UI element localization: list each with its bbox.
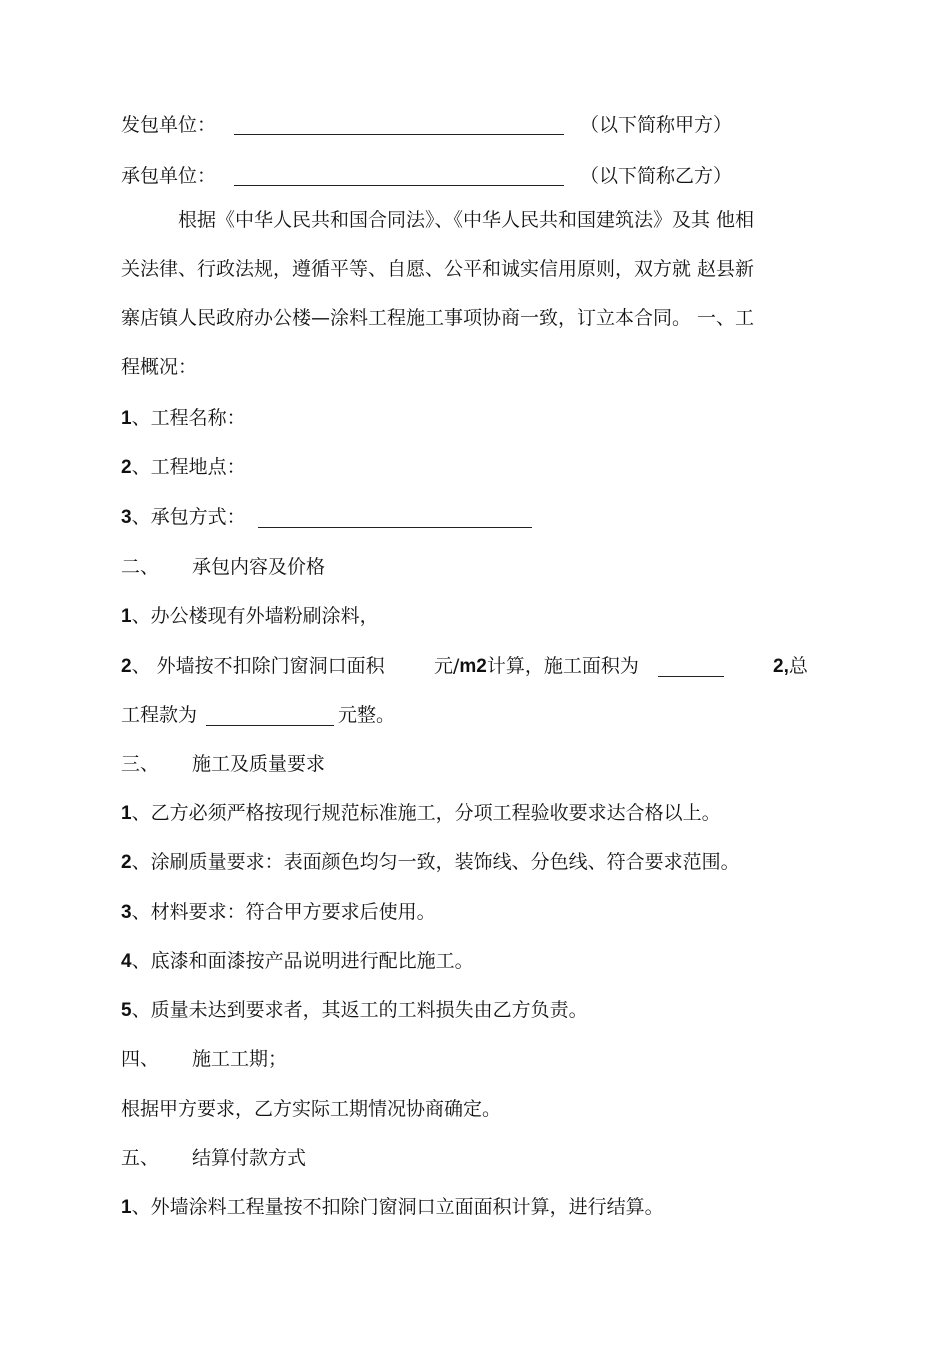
s3-item-5-text: 、质量未达到要求者，其返工的工料损失由乙方负责。 (131, 999, 588, 1021)
s3-title: 施工及质量要求 (192, 753, 326, 775)
s3-item-3-text: 、材料要求：符合甲方要求后使用。 (131, 901, 436, 923)
s4-text: 根据甲方要求，乙方实际工期情况协商确定。 (121, 1098, 502, 1120)
s3-item-2-text: 、涂刷质量要求：表面颜色均匀一致，装饰线、分色线、符合要求范围。 (131, 851, 740, 873)
s3-item-3-num: 3 (121, 902, 132, 923)
s3-item-4 (121, 949, 474, 974)
s5-item-1 (121, 1195, 664, 1220)
s2-item-2-a (121, 654, 385, 679)
employer-label: 发包单位： (121, 114, 217, 136)
s4-title: 施工工期； (192, 1048, 288, 1070)
s2-item-2-b (434, 654, 639, 679)
s2-item-1 (121, 604, 379, 629)
preamble-line-1: 根据《中华人民共和国合同法》、《中华人民共和国建筑法》及其 他相 (178, 209, 755, 231)
s1-item-1-num: 1 (121, 408, 132, 429)
employer-note: （以下简称甲方） (580, 114, 733, 136)
s1-item-3-num: 3 (121, 507, 132, 528)
s3-item-2 (121, 850, 740, 875)
s2-item-2-d (773, 654, 808, 679)
s3-item-1-text: 、乙方必须严格按现行规范标准施工，分项工程验收要求达合格以上。 (131, 802, 721, 824)
s5-item-1-text: 、外墙涂料工程量按不扣除门窗洞口立面面积计算，进行结算。 (131, 1196, 664, 1218)
s3-item-4-text: 、底漆和面漆按产品说明进行配比施工。 (131, 950, 474, 972)
s3-item-2-num: 2 (121, 852, 132, 873)
s4-num: 四、 (121, 1048, 160, 1070)
s2-item-2-text-c: 计算，施工面积为 (486, 655, 639, 677)
s3-item-1-num: 1 (121, 803, 132, 824)
s3-item-3 (121, 900, 436, 925)
s1-item-2-num: 2 (121, 457, 132, 478)
s1-item-2 (121, 455, 246, 480)
s1-item-1-text: 、工程名称： (131, 407, 246, 429)
s1-item-1 (121, 406, 246, 431)
s1-item-2-text: 、工程地点： (131, 456, 246, 478)
employer-blank[interactable] (234, 114, 564, 135)
contractor-blank[interactable] (234, 165, 564, 186)
s2-item-2-text-a: 、 外墙按不扣除门窗洞口面积 (131, 655, 385, 677)
s2-num: 二、 (121, 556, 160, 578)
contractor-note: （以下简称乙方） (580, 165, 733, 187)
s2-item-2-text-b: 元/ (434, 655, 460, 677)
contractor-label: 承包单位： (121, 165, 217, 187)
s3-item-5-num: 5 (121, 1000, 132, 1021)
s3-item-4-num: 4 (121, 951, 132, 972)
s1-item-3-text: 、承包方式： (131, 506, 246, 528)
s2-item-1-text: 、办公楼现有外墙粉刷涂料， (131, 605, 379, 627)
total-price-blank[interactable] (206, 705, 334, 726)
preamble-line-2: 关法律、行政法规，遵循平等、自愿、公平和诚实信用原则，双方就 赵县新 (121, 258, 755, 280)
s3-num: 三、 (121, 753, 160, 775)
s3-item-5 (121, 998, 588, 1023)
s5-title: 结算付款方式 (192, 1147, 307, 1169)
s2-item-2-cont-b: 元整。 (338, 704, 396, 726)
s2-item-1-num: 1 (121, 606, 132, 627)
s2-item-2-text-d: 2, (773, 656, 789, 677)
s1-item-3 (121, 505, 246, 530)
preamble-line-4: 程概况： (121, 356, 198, 378)
s2-item-2-cont-a: 工程款为 (121, 704, 198, 726)
s2-item-2-text-e: 总 (788, 655, 808, 677)
area-blank[interactable] (658, 656, 724, 677)
s2-item-2-unit: m2 (459, 656, 487, 677)
contract-method-blank[interactable] (258, 507, 532, 528)
s2-title: 承包内容及价格 (192, 556, 326, 578)
s5-item-1-num: 1 (121, 1197, 132, 1218)
s5-num: 五、 (121, 1147, 160, 1169)
preamble-line-3: 寨店镇人民政府办公楼—涂料工程施工事项协商一致，订立本合同。 一、工 (121, 307, 755, 329)
s3-item-1 (121, 801, 721, 826)
s2-item-2-num: 2 (121, 656, 132, 677)
